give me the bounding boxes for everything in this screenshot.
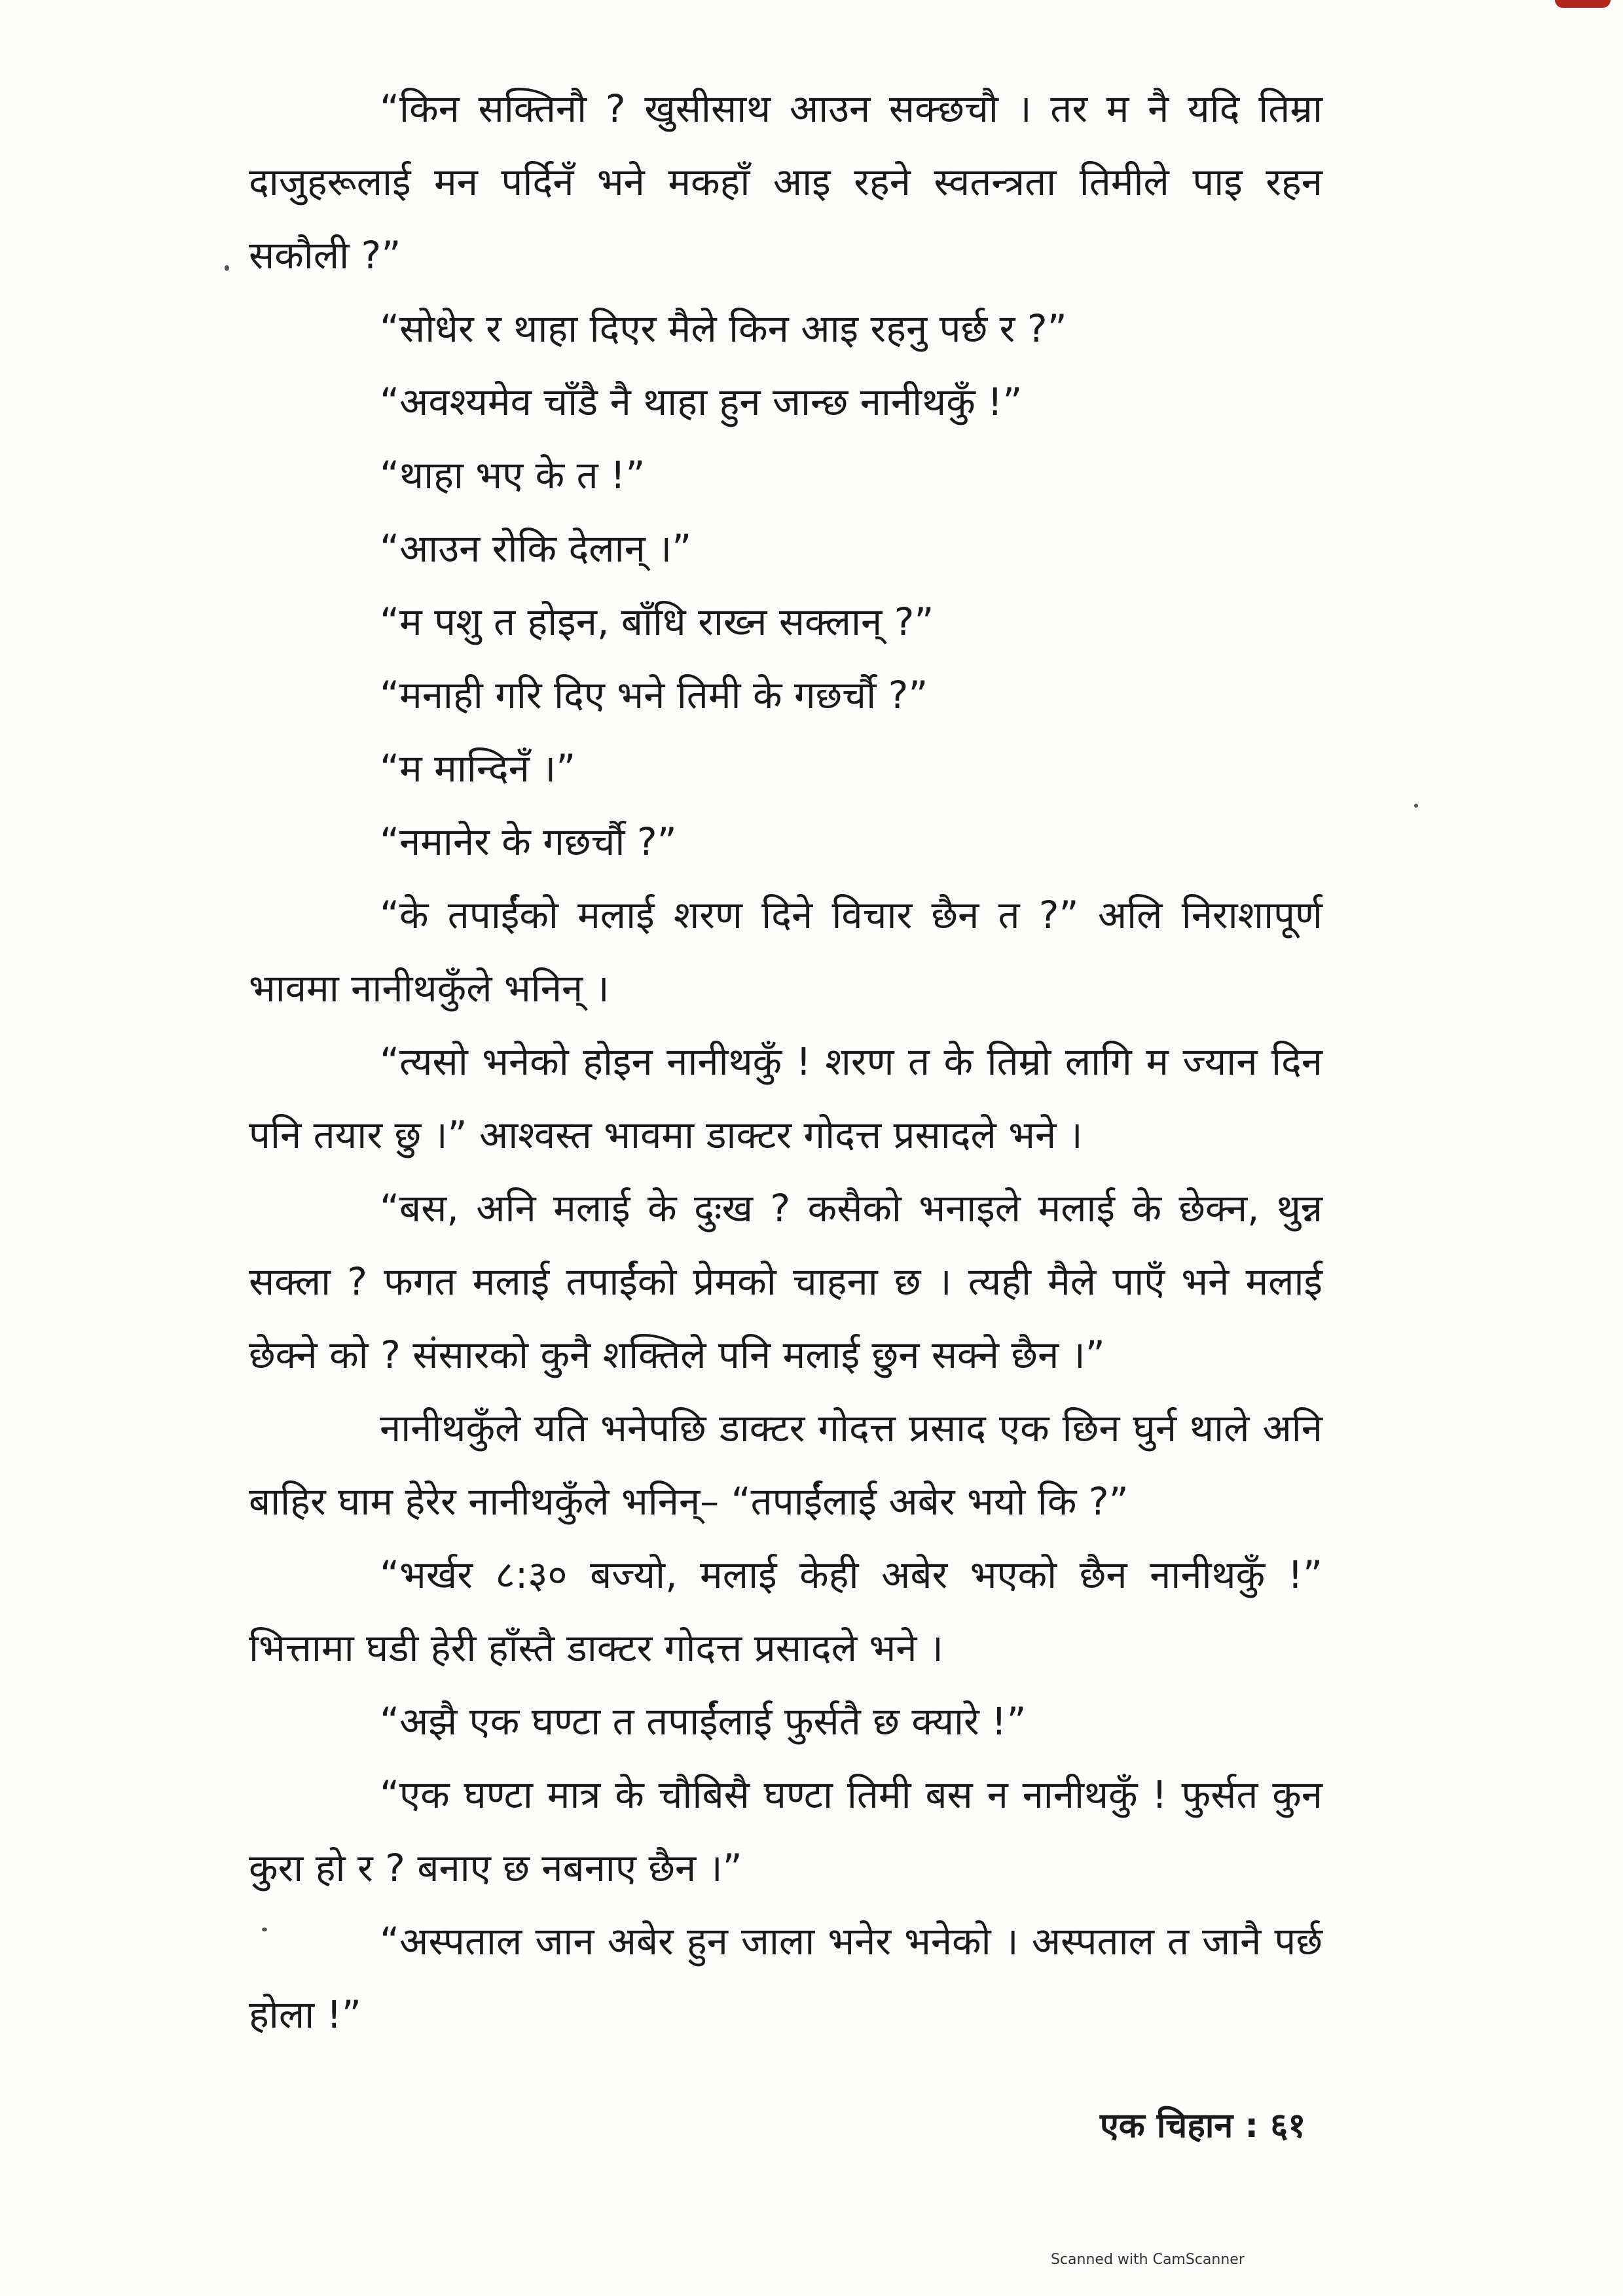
paragraph: “म पशु त होइन, बाँधि राख्न सक्लान् ?” xyxy=(380,600,934,644)
paragraph: “मनाही गरि दिए भने तिमी के गछर्चौ ?” xyxy=(380,673,928,717)
paragraph: “अझै एक घण्टा त तपाईंलाई फुर्सतै छ क्यारे !” xyxy=(380,1699,1027,1744)
ink-speck xyxy=(225,265,229,271)
paragraph: “अस्पताल जान अबेर हुन जाला भनेर भनेको । अस्पताल त जानै पर्छ होला !” xyxy=(249,1919,1322,2037)
page-footer: एक चिहान : ६१ xyxy=(1100,2106,1306,2145)
ink-speck xyxy=(262,1928,267,1931)
paragraph: “किन सक्तिनौ ? खुसीसाथ आउन सक्छचौ । तर म नै यदि तिम्रा दाजुहरूलाई मन पर्दिनँ भने मकहाँ आइ रहने स्वतन्त्रता तिमीले पाइ रहन सकौली ?” xyxy=(249,86,1322,278)
paragraph: “म मान्दिनँ ।” xyxy=(380,746,576,791)
paragraph: “त्यसो भनेको होइन नानीथकुँ ! शरण त के तिम्रो लागि म ज्यान दिन पनि तयार छु ।” आश्वस्त भावमा डाक्टर गोदत्त प्रसादले भने । xyxy=(249,1039,1322,1157)
paragraph: “एक घण्टा मात्र के चौबिसै घण्टा तिमी बस न नानीथकुँ ! फुर्सत कुन कुरा हो र ? बनाए छ नबनाए छैन ।” xyxy=(249,1772,1322,1890)
ink-speck xyxy=(1414,804,1418,808)
paragraph: नानीथकुँले यति भनेपछि डाक्टर गोदत्त प्रसाद एक छिन घुर्न थाले अनि बाहिर घाम हेरेर नानीथकुँले भनिन्– “तपाईंलाई अबेर भयो कि ?” xyxy=(249,1406,1322,1524)
paragraph: “आउन रोकि देलान् ।” xyxy=(380,526,692,571)
paragraph: “बस, अनि मलाई के दुःख ? कसैको भनाइले मलाई के छेक्न, थुन्न सक्ला ? फगत मलाई तपाईंको प्रेमको चाहना छ । त्यही मैले पाएँ भने मलाई छेक्ने को ? संसारको कुनै शक्तिले पनि मलाई छुन सक्ने छैन ।” xyxy=(249,1186,1322,1377)
paragraph: “भर्खर ८:३० बज्यो, मलाई केही अबेर भएको छैन नानीथकुँ !” भित्तामा घडी हेरी हाँस्तै डाक्टर गोदत्त प्रसादले भने । xyxy=(249,1552,1322,1670)
paragraph: “सोधेर र थाहा दिएर मैले किन आइ रहनु पर्छ र ?” xyxy=(380,306,1067,351)
scan-watermark: Scanned with CamScanner xyxy=(1051,2251,1245,2268)
paragraph: “थाहा भए के त !” xyxy=(380,453,646,497)
body-text xyxy=(249,72,1322,2051)
paragraph: “नमानेर के गछर्चौ ?” xyxy=(380,819,677,864)
paragraph: “के तपाईंको मलाई शरण दिने विचार छैन त ?” अलि निराशापूर्ण भावमा नानीथकुँले भनिन् । xyxy=(249,893,1322,1011)
paragraph: “अवश्यमेव चाँडै नै थाहा हुन जान्छ नानीथकुँ !” xyxy=(380,380,1023,424)
corner-ink-mark xyxy=(1555,0,1611,8)
